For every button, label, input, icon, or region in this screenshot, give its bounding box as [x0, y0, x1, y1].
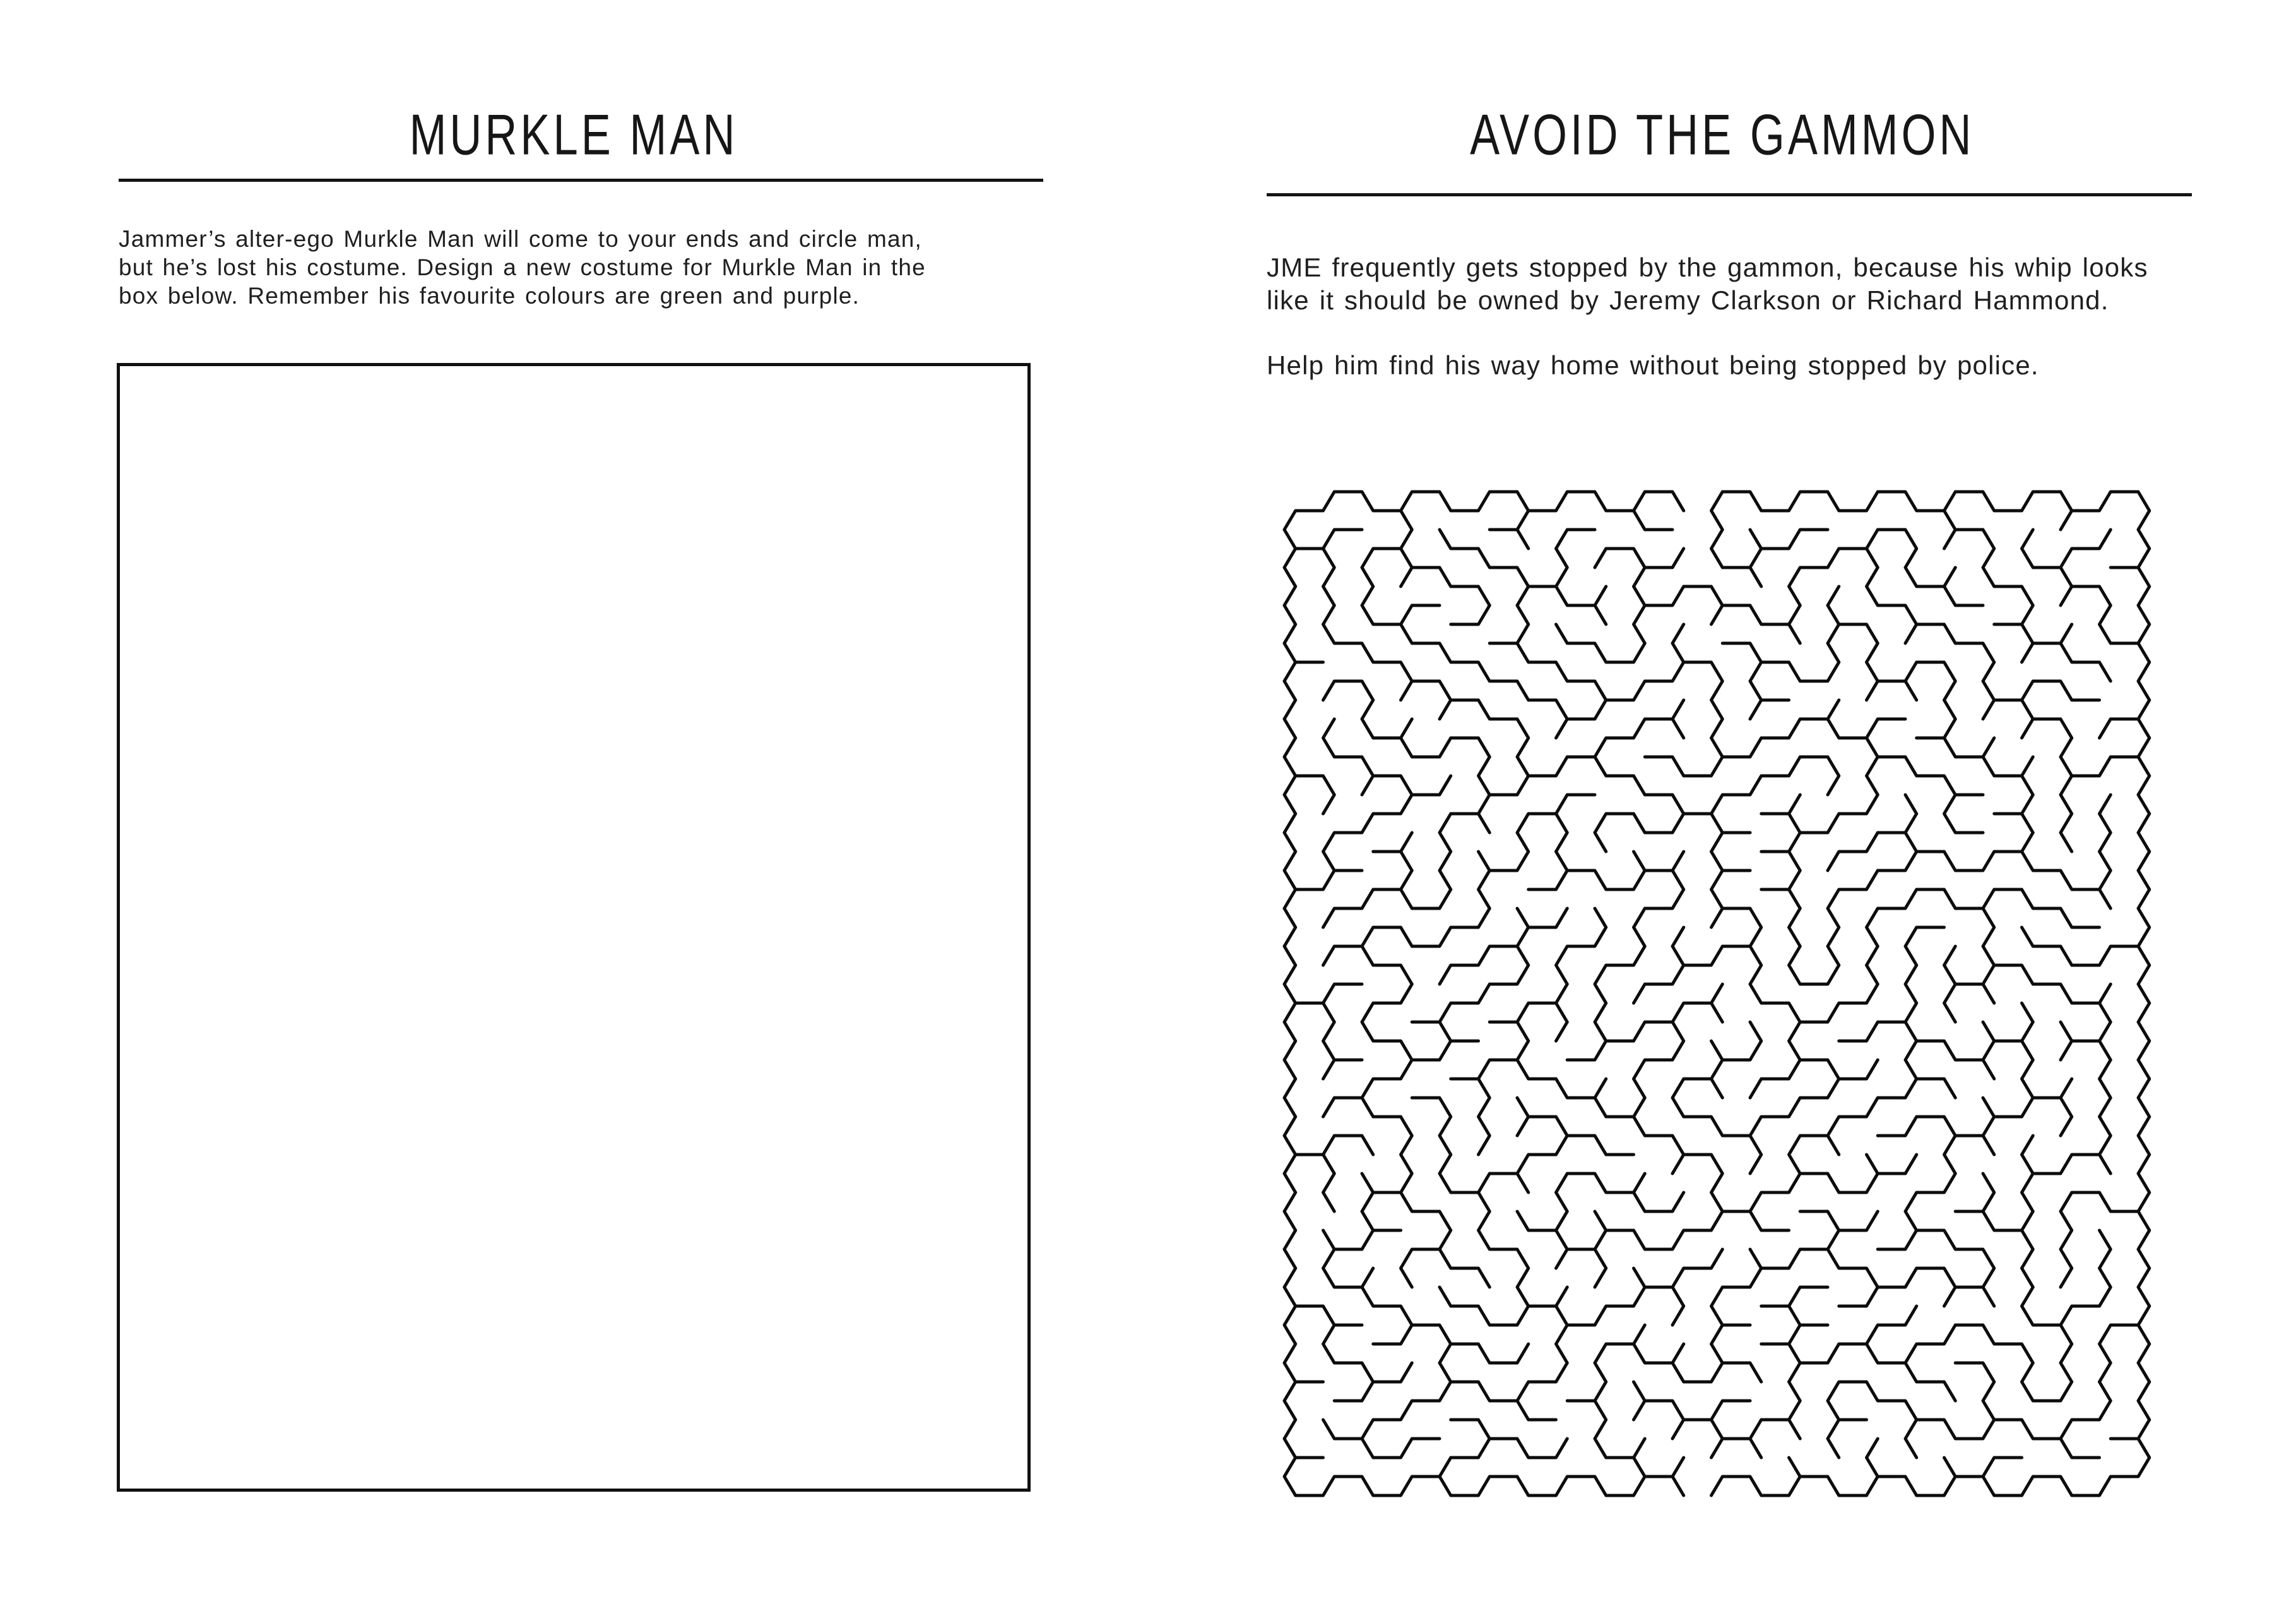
gammon-intro [1267, 251, 2148, 317]
page-title-text: MURKLE MAN [410, 102, 738, 167]
task-line: Help him find his way home without being stopped by police. [1267, 350, 2039, 380]
title-divider-rule [1267, 193, 2192, 196]
page-title-text: AVOID THE GAMMON [1469, 102, 1975, 167]
title-divider-rule [119, 179, 1043, 182]
instructions-line: but he’s lost his costume. Design a new costume for Murkle Man in the [119, 254, 926, 280]
hex-maze [1281, 489, 2153, 1499]
instructions-line: Jammer’s alter-ego Murkle Man will come to your ends and circle man, [119, 226, 922, 252]
murkle-man-instructions [119, 225, 926, 310]
costume-drawing-box [117, 363, 1031, 1492]
instructions-line: box below. Remember his favourite colours are green and purple. [119, 283, 860, 309]
page-title-murkle-man [0, 102, 1148, 167]
page-title-avoid-the-gammon [1148, 102, 2296, 167]
intro-line: JME frequently gets stopped by the gammon, because his whip looks [1267, 253, 2148, 282]
gammon-task [1267, 349, 2039, 382]
intro-line: like it should be owned by Jeremy Clarkson or Richard Hammond. [1267, 285, 2109, 315]
maze-svg [1281, 489, 2153, 1499]
maze-path [1284, 492, 2150, 1495]
page-avoid-the-gammon [1148, 0, 2296, 1611]
